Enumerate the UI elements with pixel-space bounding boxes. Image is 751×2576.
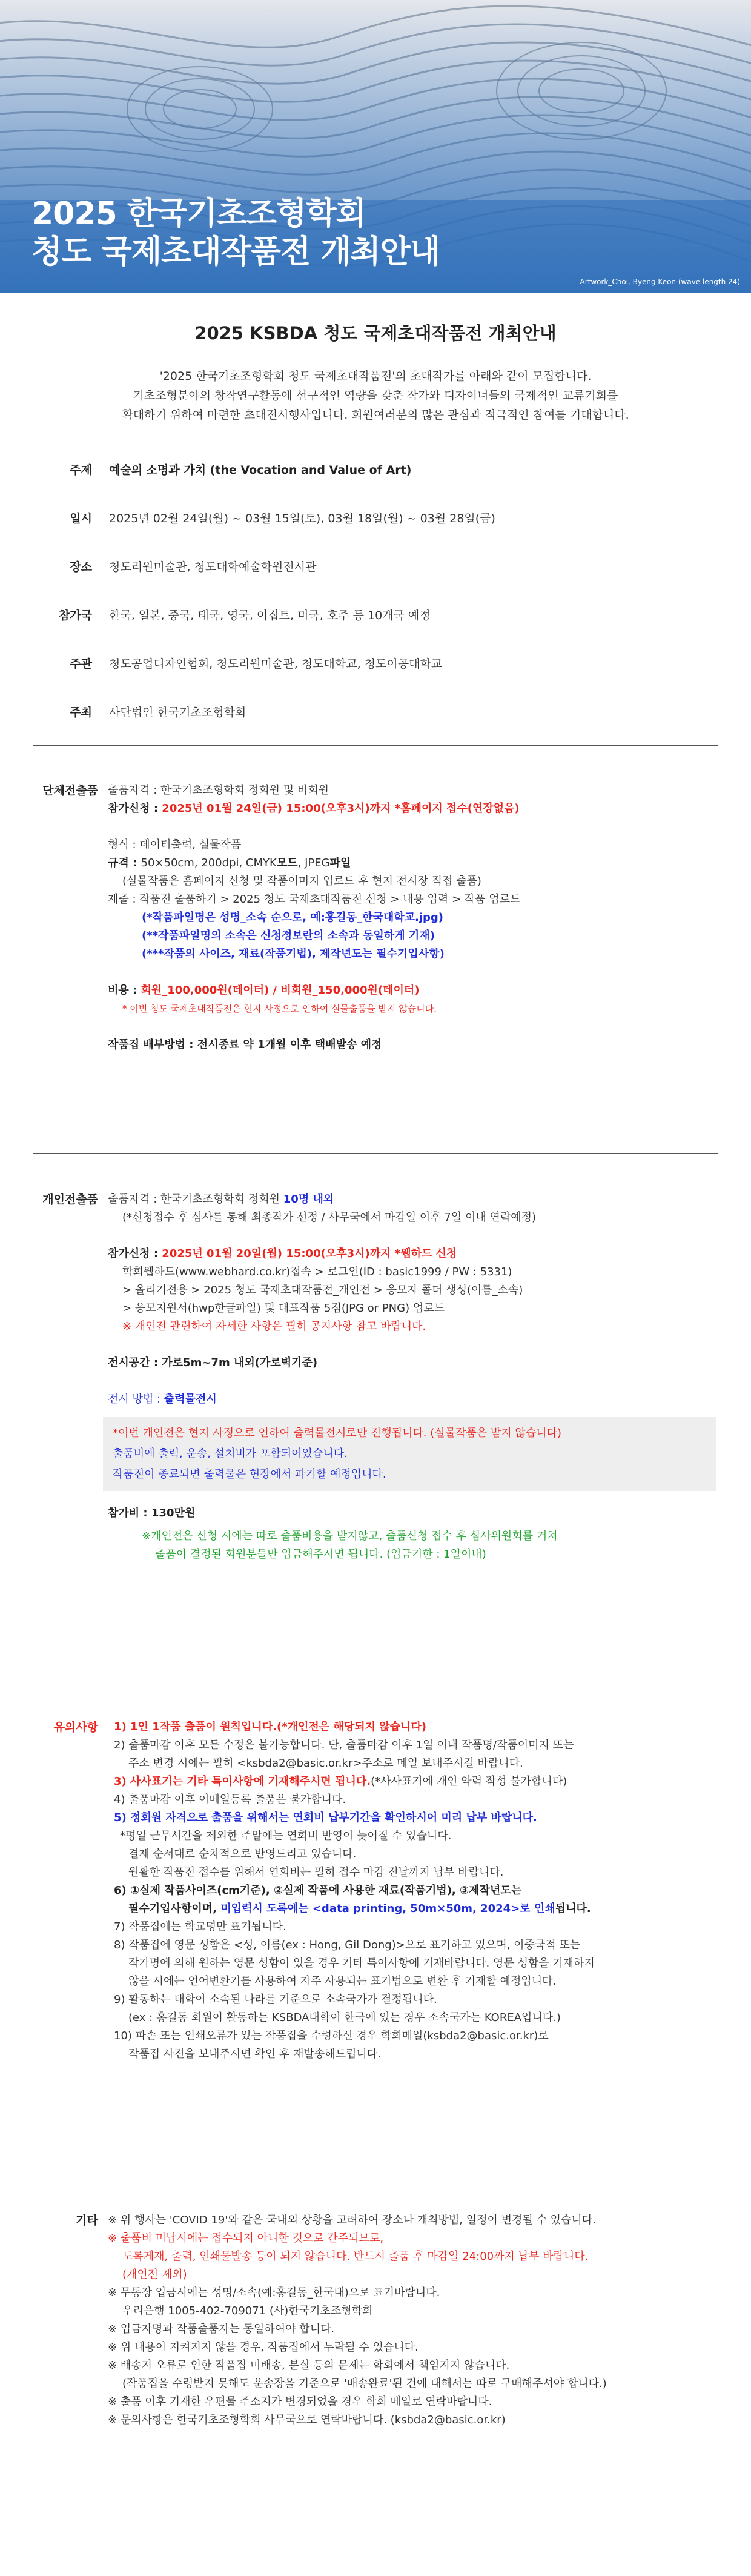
info-value: 사단법인 한국기초조형학회: [109, 706, 246, 719]
group-apply: 참가신청 : 2025년 01월 24일(금) 15:00(오후3시)까지 *홈페이지 접수(연장없음): [108, 802, 520, 815]
caution-item: 7) 작품집에는 학교명만 표기됩니다.: [114, 1920, 286, 1933]
group-apply-deadline: 2025년 01월 24일(금) 15:00(오후3시)까지 *홈페이지 접수(연장없음): [162, 802, 520, 815]
solo-notice: 작품전이 종료되면 출력물은 현장에서 파기할 예정입니다.: [113, 1468, 386, 1481]
intro-text: [0, 367, 751, 425]
solo-fee-note: ※개인전은 신청 시에는 따로 출품비용을 받지않고, 출품신청 접수 후 심사위원회를 거쳐: [142, 1530, 558, 1542]
banner-title-line2: 청도 국제초대작품전 개최안내: [31, 234, 440, 271]
section-label: 유의사항: [53, 1721, 98, 1734]
etc-item: 우리은행 1005-402-709071 (사)한국기초조형학회: [122, 2305, 373, 2317]
info-label: 참가국: [58, 609, 92, 622]
solo-webhard: 학회웹하드(www.webhard.co.kr)접속 > 로그인(ID : basic1999 / PW : 5331): [122, 1266, 512, 1278]
section-label: 개인전출품: [42, 1193, 98, 1206]
info-label: 주관: [70, 657, 92, 671]
intro-line: 확대하기 위하여 마련한 초대전시행사입니다. 회원여러분의 많은 관심과 적극적인 참여를 기대합니다.: [122, 408, 629, 422]
info-row-organizer: [0, 655, 751, 673]
etc-item: ※ 문의사항은 한국기초조형학회 사무국으로 연락바랍니다. (ksbda2@basic.or.kr): [108, 2414, 506, 2426]
caution-item: 원활한 작품전 접수를 위해서 연회비는 필히 접수 마감 전날까지 납부 바랍니다.: [128, 1866, 504, 1879]
solo-step: > 올리기전용 > 2025 청도 국제초대작품전_개인전 > 응모자 폴더 생성(이름_소속): [122, 1284, 523, 1296]
info-value: 예술의 소명과 가치 (the Vocation and Value of Art): [109, 463, 412, 477]
etc-item: (개인전 제외): [122, 2268, 187, 2281]
caution-item: 3) 사사표기는 기타 특이사항에 기재해주시면 됩니다.(*사사표기에 개인 약력 작성 불가합니다): [114, 1775, 567, 1788]
info-row-countries: [0, 606, 751, 625]
group-format: 형식 : 데이터출력, 실물작품: [108, 838, 242, 851]
group-note: (***작품의 사이즈, 재료(작품기법), 제작년도는 필수기입사항): [142, 948, 445, 960]
event-info: [0, 461, 751, 722]
group-fee: 비용 : 회원_100,000원(데이터) / 비회원_150,000원(데이터): [108, 984, 420, 997]
solo-space: 전시공간 : 가로5m~7m 내외(가로벽기준): [108, 1356, 318, 1369]
solo-notice-box: [103, 1417, 716, 1491]
solo-fee: 참가비 : 130만원: [108, 1507, 196, 1519]
solo-notice: *이번 개인전은 현지 사정으로 인하여 출력물전시로만 진행됩니다. (실물작품은 받지 않습니다): [113, 1427, 562, 1439]
info-label: 장소: [70, 560, 92, 574]
section-label: 기타: [76, 2214, 98, 2227]
caution-item: 필수기입사항이며, 미입력시 도록에는 <data printing, 50m×50m, 2024>로 인쇄됩니다.: [128, 1902, 591, 1915]
section-body: [108, 2211, 720, 2429]
caution-item: 6) ①실제 작품사이즈(cm기준), ②실제 작품에 사용한 재료(작품기법), ③제작년도는: [114, 1884, 522, 1897]
info-row-host: [0, 703, 751, 722]
caution-item: (ex : 홍길동 회원이 활동하는 KSBDA대학이 한국에 있는 경우 소속국가는 KOREA입니다.): [128, 2011, 561, 2024]
info-label: 주제: [70, 463, 92, 477]
group-qualification: 출품자격 : 한국기초조형학회 정회원 및 비회원: [108, 784, 329, 797]
group-note: (*작품파일명은 성명_소속 순으로, 예:홍길동_한국대학교.jpg): [142, 911, 444, 924]
divider: [33, 745, 718, 746]
banner: [0, 0, 751, 293]
group-submit: 제출 : 작품전 출품하기 > 2025 청도 국제초대작품전 신청 > 내용 입력 > 작품 업로드: [108, 893, 521, 906]
caution-item: 결제 순서대로 순차적으로 반영드리고 있습니다.: [128, 1848, 357, 1861]
caution-item: 작가명에 의해 원하는 영문 성함이 있을 경우 기타 특이사항에 기재바랍니다. 영문 성함을 기재하지: [128, 1957, 595, 1970]
intro-line: 기초조형분야의 창작연구활동에 선구적인 역량을 갖춘 작가와 디자이너들의 국제적인 교류기회를: [133, 389, 618, 402]
group-note: (**작품파일명의 소속은 신청정보란의 소속과 동일하게 기재): [142, 929, 435, 942]
group-spec-note: (실물작품은 홈페이지 신청 및 작품이미지 업로드 후 현지 전시장 직접 출품): [122, 875, 481, 888]
info-label: 일시: [70, 512, 92, 525]
info-value: 2025년 02월 24일(월) ~ 03월 15일(토), 03월 18일(월) ~ 03월 28일(금): [109, 512, 495, 525]
caution-item: 주소 변경 시에는 필히 <ksbda2@basic.or.kr>주소로 메일 보내주시길 바랍니다.: [128, 1757, 523, 1770]
divider: [33, 1153, 718, 1154]
page-title: 2025 KSBDA 청도 국제초대작품전 개최안내: [194, 323, 557, 344]
banner-credit: Artwork_Choi, Byeng Keon (wave length 24): [580, 277, 740, 286]
caution-item: 5) 정회원 자격으로 출품을 위해서는 연회비 납부기간을 확인하시어 미리 납부 바랍니다.: [114, 1811, 537, 1824]
etc-item: 도록게재, 출력, 인쇄물발송 등이 되지 않습니다. 반드시 출품 후 마감일 24:00까지 납부 바랍니다.: [122, 2250, 589, 2263]
group-delivery: 작품집 배부방법 : 전시종료 약 1개월 이후 택배발송 예정: [108, 1038, 382, 1051]
caution-item: 2) 출품마감 이후 모든 수정은 불가능합니다. 단, 출품마감 이후 1일 이내 작품명/작품이미지 또는: [114, 1739, 574, 1751]
etc-item: ※ 배송지 오류로 인한 작품집 미배송, 분실 등의 문제는 학회에서 책임지지 않습니다.: [108, 2359, 510, 2372]
solo-qualification-note: (*신청접수 후 심사를 통해 최종작가 선정 / 사무국에서 마감일 이후 7일 이내 연락예정): [122, 1211, 537, 1224]
etc-item: ※ 위 내용이 지켜지지 않을 경우, 작품집에서 누락될 수 있습니다.: [108, 2341, 419, 2354]
solo-step-note: ※ 개인전 관련하여 자세한 사항은 필히 공지사항 참고 바랍니다.: [122, 1320, 426, 1333]
caution-item: 1) 1인 1작품 출품이 원칙입니다.(*개인전은 해당되지 않습니다): [114, 1721, 427, 1733]
solo-apply: 참가신청 : 2025년 01월 20일(월) 15:00(오후3시)까지 *웹하드 신청: [108, 1247, 457, 1260]
caution-item: 작품집 사진을 보내주시면 확인 후 재발송해드립니다.: [128, 2048, 381, 2060]
solo-notice: 출품비에 출력, 운송, 설치비가 포함되어있습니다.: [113, 1447, 348, 1460]
section-body: [114, 1718, 726, 2063]
solo-method: 전시 방법 : 출력물전시: [108, 1393, 217, 1406]
caution-item: 9) 활동하는 대학이 소속된 나라를 기준으로 소속국가가 결정됩니다.: [114, 1993, 437, 2006]
etc-item: ※ 무통장 입금시에는 성명/소속(예:홍길동_한국대)으로 표기바랍니다.: [108, 2286, 440, 2299]
section-label: 단체전출품: [42, 784, 98, 797]
info-row-date: [0, 510, 751, 528]
solo-fee-note: 출품이 결정된 회원분들만 입금해주시면 됩니다. (입금기한 : 1일이내): [155, 1548, 486, 1561]
group-fee-note: * 이번 청도 국제초대작품전은 현지 사정으로 인하여 실물출품을 받지 않습니다.: [122, 1003, 437, 1014]
group-spec: 규격 : 50×50cm, 200dpi, CMYK모드, JPEG파일: [108, 857, 351, 869]
section-body: [108, 782, 720, 1054]
section-body: [108, 1190, 720, 1564]
etc-item: ※ 출품비 미납시에는 접수되지 아니한 것으로 간주되므로,: [108, 2232, 384, 2245]
caution-item: 않을 시에는 언어변환기를 사용하여 자주 사용되는 표기법으로 변환 후 기재할 예정입니다.: [128, 1975, 557, 1988]
etc-item: ※ 출품 이후 기재한 우편물 주소지가 변경되었을 경우 학회 메일로 연락바랍니다.: [108, 2395, 492, 2408]
banner-title: [31, 195, 440, 272]
etc-item: (작품집을 수령받지 못해도 운송장을 기준으로 '배송완료'된 건에 대해서는 따로 구매해주셔야 합니다.): [122, 2377, 607, 2390]
etc-item: ※ 위 행사는 'COVID 19'와 같은 국내외 상황을 고려하여 장소나 개최방법, 일정이 변경될 수 있습니다.: [108, 2214, 596, 2226]
caution-item: 10) 파손 또는 인쇄오류가 있는 작품집을 수령하신 경우 학회메일(ksbda2@basic.or.kr)로: [114, 2030, 549, 2042]
etc-item: ※ 입금자명과 작품출품자는 동일하여야 합니다.: [108, 2323, 335, 2335]
info-row-venue: [0, 558, 751, 576]
banner-title-line1: 2025 한국기초조형학회: [31, 196, 366, 232]
intro-line: '2025 한국기초조형학회 청도 국제초대작품전'의 초대작가를 아래와 같이 모집합니다.: [159, 370, 592, 383]
info-value: 청도리원미술관, 청도대학예술학원전시관: [109, 560, 317, 574]
solo-step: > 응모지원서(hwp한글파일) 및 대표작품 5점(JPG or PNG) 업로드: [122, 1302, 445, 1315]
solo-qualification: 출품자격 : 한국기초조형학회 정회원 10명 내외: [108, 1193, 334, 1206]
solo-apply-deadline: 2025년 01월 20일(월) 15:00(오후3시)까지 *웹하드 신청: [162, 1247, 457, 1260]
group-fee-value: 회원_100,000원(데이터) / 비회원_150,000원(데이터): [141, 984, 420, 997]
caution-item: 4) 출품마감 이후 이메일등록 출품은 불가합니다.: [114, 1793, 346, 1806]
info-label: 주최: [70, 706, 92, 719]
caution-item: 8) 작품집에 영문 성함은 <성, 이름(ex : Hong, Gil Dong)>으로 표기하고 있으며, 이중국적 또는: [114, 1939, 581, 1951]
info-value: 청도공업디자인협회, 청도리원미술관, 청도대학교, 청도이공대학교: [109, 657, 443, 671]
info-row-theme: [0, 461, 751, 479]
info-value: 한국, 일본, 중국, 태국, 영국, 이집트, 미국, 호주 등 10개국 예정: [109, 609, 431, 622]
caution-item: *평일 근무시간을 제외한 주말에는 연회비 반영이 늦어질 수 있습니다.: [120, 1830, 452, 1842]
